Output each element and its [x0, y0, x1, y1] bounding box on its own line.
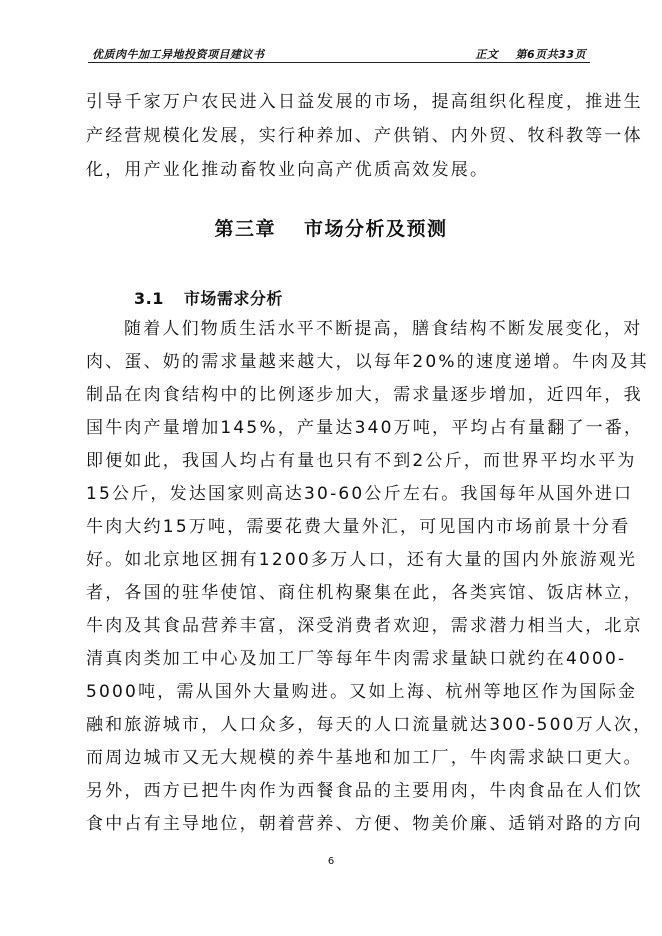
paragraph-line: 食中占有主导地位，朝着营养、方便、物美价廉、适销对路的方向: [86, 814, 643, 834]
page-info: [475, 46, 586, 62]
page-header: [88, 41, 590, 63]
paragraph-line: 而周边城市又无大规模的养牛基地和加工厂，牛肉需求缺口更大。: [86, 748, 643, 768]
chapter-title: 市场分析及预测: [304, 218, 448, 240]
paragraph-line: 随着人们物质生活水平不断提高，膳食结构不断发展变化，对: [124, 319, 643, 339]
paragraph-line: 化，用产业化推动畜牧业向高产优质高效发展。: [86, 160, 490, 180]
paragraph-line: 5000吨，需从国外大量购进。又如上海、杭州等地区作为国际金: [86, 682, 638, 702]
section-heading: [134, 286, 283, 309]
paragraph-line: 引导千家万户农民进入日益发展的市场，提高组织化程度，推进生: [86, 92, 643, 112]
page-count: 第6页共33页: [515, 48, 586, 61]
paragraph-line: 产经营规模化发展，实行种养加、产供销、内外贸、牧科教等一体: [86, 126, 643, 146]
document-title: 优质肉牛加工异地投资项目建议书: [92, 48, 265, 61]
page-number: 6: [327, 856, 335, 867]
paragraph-line: 15公斤，发达国家则高达30-60公斤左右。我国每年从国外进口: [86, 484, 634, 504]
paragraph-line: 即便如此，我国人均占有量也只有不到2公斤，而世界平均水平为: [86, 451, 637, 471]
paragraph-line: 融和旅游城市，人口众多，每天的人口流量就达300-500万人次，: [86, 715, 653, 735]
paragraph-line: 国牛肉产量增加145%，产量达340万吨，平均占有量翻了一番，: [86, 418, 644, 438]
header-rule: [88, 62, 590, 63]
paragraph-line: 制品在肉食结构中的比例逐步加大，需求量逐步增加，近四年，我: [86, 385, 643, 405]
paragraph-line: 好。如北京地区拥有1200多万人口，还有大量的国内外旅游观光: [86, 550, 638, 570]
chapter-number: 第三章: [214, 218, 276, 240]
section-label: 正文: [475, 48, 499, 61]
section-number: 3.1: [134, 289, 164, 308]
paragraph-line: 另外，西方已把牛肉作为西餐食品的主要用肉，牛肉食品在人们饮: [86, 781, 643, 801]
paragraph-line: 清真肉类加工中心及加工厂等每年牛肉需求量缺口就约在4000-: [86, 649, 627, 669]
paragraph-line: 牛肉及其食品营养丰富，深受消费者欢迎，需求潜力相当大，北京: [86, 616, 643, 636]
chapter-heading: [0, 214, 662, 241]
paragraph-line: 牛肉大约15万吨，需要花费大量外汇，可见国内市场前景十分看: [86, 517, 631, 537]
section-title: 市场需求分析: [183, 289, 283, 308]
paragraph-line: 者，各国的驻华使馆、商住机构聚集在此，各类宾馆、饭店林立，: [86, 583, 643, 603]
paragraph-line: 肉、蛋、奶的需求量越来越大，以每年20%的速度递增。牛肉及其: [86, 352, 649, 372]
